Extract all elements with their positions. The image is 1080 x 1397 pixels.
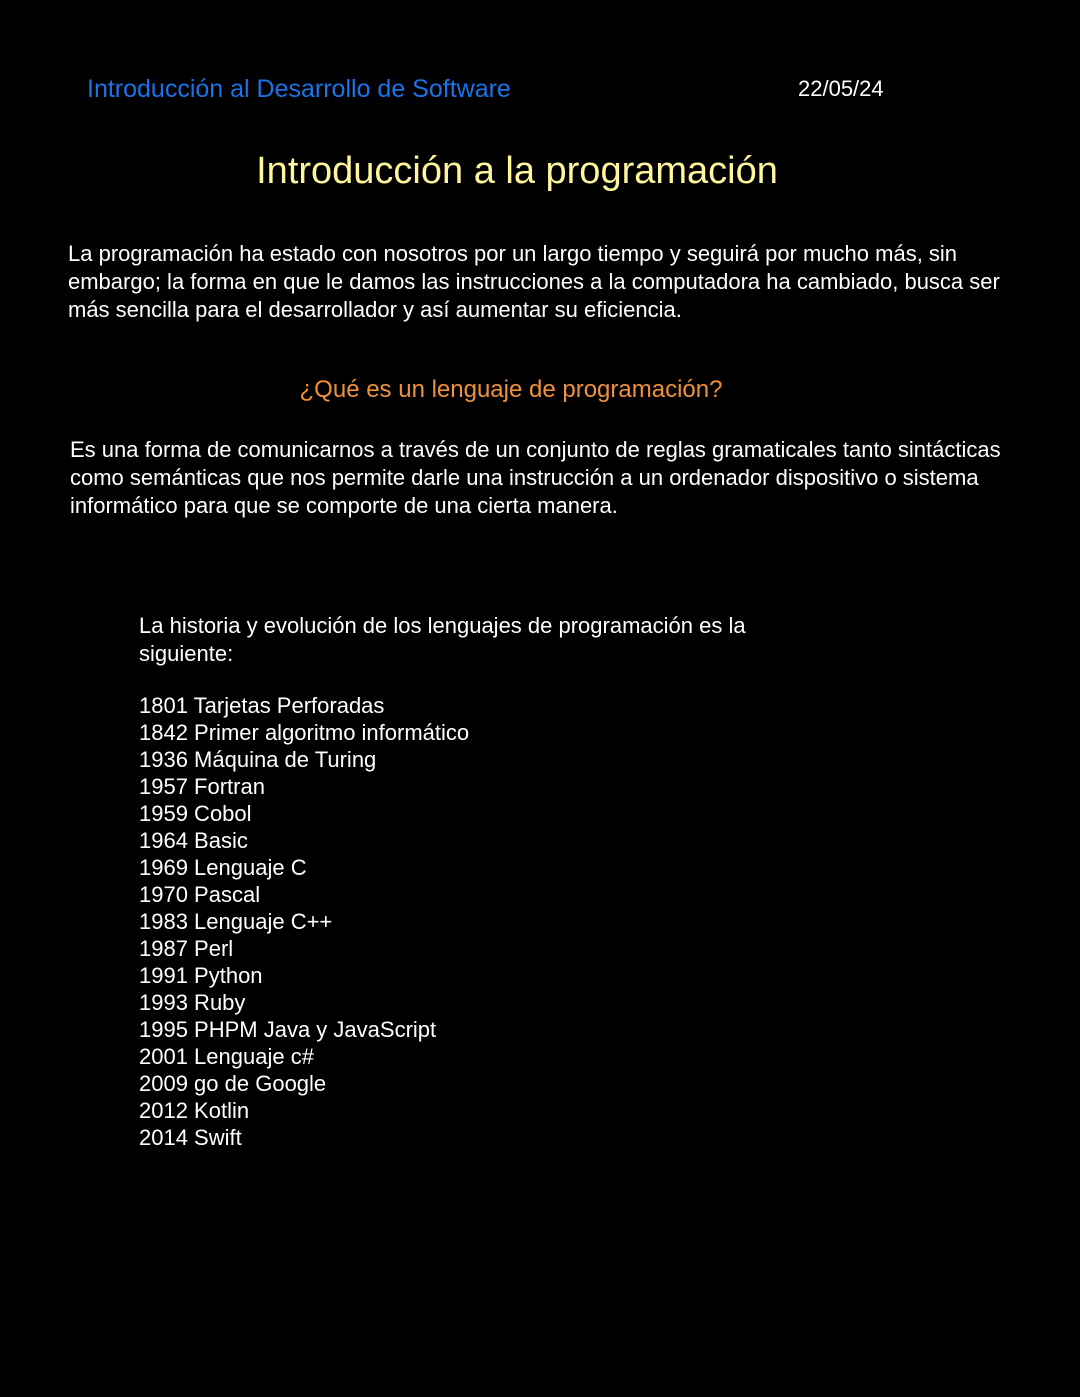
timeline-item: 1969 Lenguaje C [139,855,307,880]
timeline-item: 2014 Swift [139,1125,242,1150]
timeline-item: 1959 Cobol [139,801,252,826]
timeline-item: 1983 Lenguaje C++ [139,909,333,934]
course-name: Introducción al Desarrollo de Software [87,75,511,103]
timeline-item: 1842 Primer algoritmo informático [139,720,470,745]
timeline-item: 2001 Lenguaje c# [139,1044,314,1069]
timeline-item: 1987 Perl [139,936,234,961]
timeline-item: 2009 go de Google [139,1071,327,1096]
timeline-item: 1964 Basic [139,828,248,853]
page-title: Introducción a la programación [256,150,778,192]
timeline-item: 1993 Ruby [139,990,246,1015]
timeline-list [139,692,469,1151]
timeline-item: 1801 Tarjetas Perforadas [139,693,385,718]
timeline-item: 1957 Fortran [139,774,265,799]
intro-paragraph: La programación ha estado con nosotros por un largo tiempo y seguirá por mucho más, sin embargo; la forma en que le damos las instrucciones a la computadora ha cambiado, busca ser más sencilla para el desarrollador y así aumentar su eficiencia. [68,241,1000,322]
timeline-item: 1995 PHPM Java y JavaScript [139,1017,437,1042]
timeline-item: 1970 Pascal [139,882,261,907]
section-heading: ¿Qué es un lenguaje de programación? [299,376,723,403]
definition-paragraph: Es una forma de comunicarnos a través de un conjunto de reglas gramaticales tanto sintácticas como semánticas que nos permite darle una instrucción a un ordenador dispositivo o sistema informático para que se comporte de una cierta manera. [70,437,1001,518]
timeline-item: 2012 Kotlin [139,1098,250,1123]
timeline-item: 1936 Máquina de Turing [139,747,377,772]
document-date: 22/05/24 [798,76,884,101]
history-intro: La historia y evolución de los lenguajes de programación es la siguiente: [139,613,746,666]
timeline-item: 1991 Python [139,963,263,988]
